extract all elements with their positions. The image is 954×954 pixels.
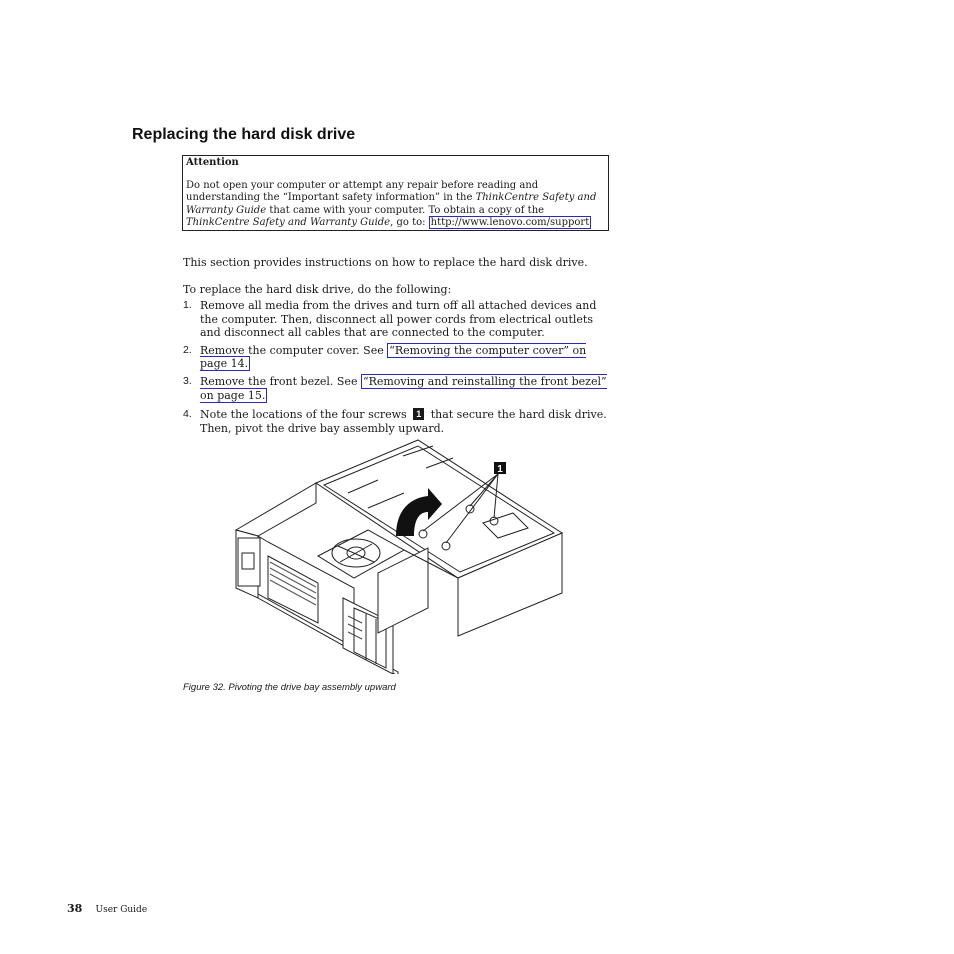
step-3: 3. Remove the front bezel. See “Removing and reinstalling the front bezel” on page 15. xyxy=(183,374,607,402)
steps-list xyxy=(183,299,607,439)
figure-illustration xyxy=(228,438,568,674)
attention-box xyxy=(182,155,609,231)
step-1: 1. Remove all media from the drives and turn off all attached devices and the computer. Then, disconnect all power cords from electrical outlets and disconnect all cables that are connected to the computer. xyxy=(183,299,597,340)
step-2: 2. Remove the computer cover. See “Removing the computer cover” on page 14. xyxy=(183,343,587,371)
lead-in-text: To replace the hard disk drive, do the following: xyxy=(183,283,452,296)
guide-name: ThinkCentre Safety and Warranty Guide xyxy=(186,217,391,229)
step-4: 4. Note the locations of the four screws 1 that secure the hard disk drive. Then, pivot the drive bay assembly upward. xyxy=(183,408,607,435)
front-bezel-link[interactable]: “Removing and reinstalling the front bezel” on page 15. xyxy=(200,374,607,402)
section-heading: Replacing the hard disk drive xyxy=(132,126,356,143)
guide-name: ThinkCentre Safety and Warranty Guide xyxy=(186,192,597,216)
computer-chassis-illustration xyxy=(228,438,568,674)
remove-cover-link[interactable]: “Removing the computer cover” on page 14. xyxy=(200,343,587,371)
page-number: 38 xyxy=(67,902,83,915)
intro-text: This section provides instructions on how to replace the hard disk drive. xyxy=(183,256,588,269)
attention-title: Attention xyxy=(186,157,239,168)
document-title: User Guide xyxy=(95,905,148,915)
support-link[interactable]: http://www.lenovo.com/support xyxy=(430,217,590,229)
attention-text: Do not open your computer or attempt any repair before reading and understanding the “Important safety information” in the ThinkCentre Safety and Warranty Guide that came with your computer. To obtain a copy of the ThinkCentre Safety and Warranty Guide, go to: http://www.lenovo.com/support xyxy=(186,179,597,229)
page-footer xyxy=(67,902,147,915)
figure-callout-label: 1 xyxy=(497,464,503,475)
callout-badge: 1 xyxy=(413,408,424,420)
figure-caption: Figure 32. Pivoting the drive bay assembly upward xyxy=(183,682,396,693)
